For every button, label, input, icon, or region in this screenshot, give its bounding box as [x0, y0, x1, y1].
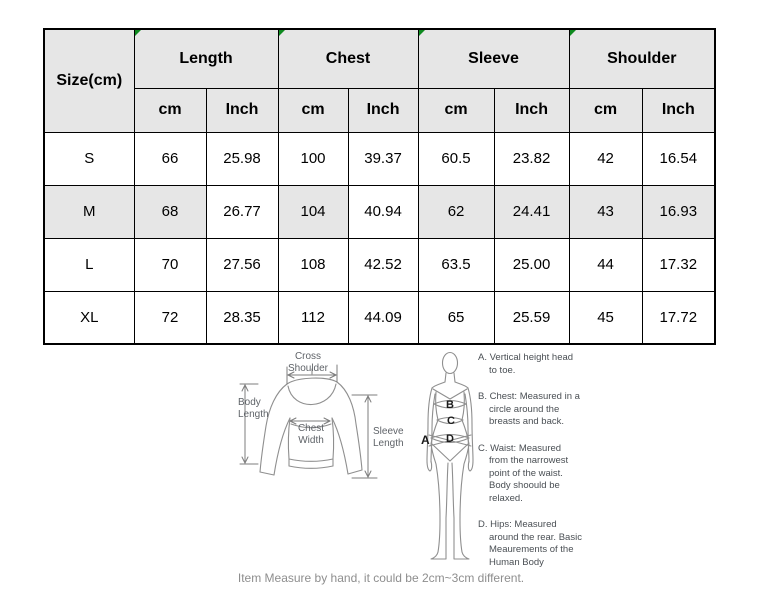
size-cell: L: [44, 238, 134, 291]
body-figure-diagram: [420, 350, 485, 562]
value-cell: 25.00: [494, 238, 569, 291]
chest-width-label: Chest Width: [297, 423, 325, 446]
sleeve-length-label: Sleeve Length: [373, 426, 404, 449]
value-cell: 112: [278, 291, 348, 344]
marker-a-label: A: [421, 433, 430, 447]
group-header-length: [134, 29, 278, 88]
cell-flag-icon: [419, 30, 425, 36]
unit-header: cm: [569, 88, 642, 132]
value-cell: 40.94: [348, 185, 418, 238]
group-header-shoulder: [569, 29, 715, 88]
body-length-label: Body Length: [238, 397, 269, 420]
value-cell: 100: [278, 132, 348, 185]
value-cell: 28.35: [206, 291, 278, 344]
value-cell: 16.93: [642, 185, 715, 238]
unit-header: Inch: [494, 88, 569, 132]
unit-header: Inch: [206, 88, 278, 132]
size-cell: XL: [44, 291, 134, 344]
table-row-s: [44, 132, 715, 185]
value-cell: 68: [134, 185, 206, 238]
marker-d-label: D: [446, 433, 454, 445]
unit-header: cm: [134, 88, 206, 132]
annotation-c: C. Waist: Measured from the narrowest point of the waist. Body shoould be relaxed.: [478, 442, 569, 504]
size-cell: S: [44, 132, 134, 185]
group-header-shoulder-label: Shoulder: [607, 49, 677, 67]
measure-annotations: [478, 352, 582, 583]
value-cell: 23.82: [494, 132, 569, 185]
group-header-sleeve: [418, 29, 569, 88]
value-cell: 72: [134, 291, 206, 344]
unit-header: cm: [278, 88, 348, 132]
value-cell: 70: [134, 238, 206, 291]
value-cell: 26.77: [206, 185, 278, 238]
value-cell: 24.41: [494, 185, 569, 238]
value-cell: 27.56: [206, 238, 278, 291]
measure-tolerance-note: Item Measure by hand, it could be 2cm~3cm different.: [237, 571, 525, 585]
value-cell: 42: [569, 132, 642, 185]
table-row-m: [44, 185, 715, 238]
value-cell: 108: [278, 238, 348, 291]
unit-header: Inch: [642, 88, 715, 132]
value-cell: 17.72: [642, 291, 715, 344]
value-cell: 45: [569, 291, 642, 344]
value-cell: 63.5: [418, 238, 494, 291]
value-cell: 16.54: [642, 132, 715, 185]
group-header-length-label: Length: [179, 49, 233, 67]
group-header-sleeve-label: Sleeve: [468, 49, 519, 67]
group-header-chest: [278, 29, 418, 88]
size-table: [43, 28, 716, 345]
table-row-l: [44, 238, 715, 291]
annotation-d: D. Hips: Measured around the rear. Basic Meaurements of the Human Body: [478, 519, 582, 568]
value-cell: 104: [278, 185, 348, 238]
annotation-b: B. Chest: Measured in a circle around the breasts and back.: [478, 391, 580, 427]
value-cell: 65: [418, 291, 494, 344]
unit-header: Inch: [348, 88, 418, 132]
marker-b-label: B: [446, 399, 454, 411]
value-cell: 43: [569, 185, 642, 238]
value-cell: 66: [134, 132, 206, 185]
cell-flag-icon: [279, 30, 285, 36]
value-cell: 44: [569, 238, 642, 291]
size-corner-header: Size(cm): [44, 29, 134, 132]
cell-flag-icon: [135, 30, 141, 36]
cross-shoulder-label: Cross Shoulder: [287, 351, 329, 374]
value-cell: 39.37: [348, 132, 418, 185]
value-cell: 44.09: [348, 291, 418, 344]
value-cell: 17.32: [642, 238, 715, 291]
value-cell: 60.5: [418, 132, 494, 185]
cell-flag-icon: [570, 30, 576, 36]
unit-header: cm: [418, 88, 494, 132]
size-cell: M: [44, 185, 134, 238]
group-header-chest-label: Chest: [325, 49, 371, 67]
value-cell: 25.98: [206, 132, 278, 185]
annotation-a: A. Vertical height head to toe.: [478, 352, 574, 376]
value-cell: 62: [418, 185, 494, 238]
marker-c-label: C: [447, 415, 455, 427]
table-row-xl: [44, 291, 715, 344]
value-cell: 25.59: [494, 291, 569, 344]
value-cell: 42.52: [348, 238, 418, 291]
